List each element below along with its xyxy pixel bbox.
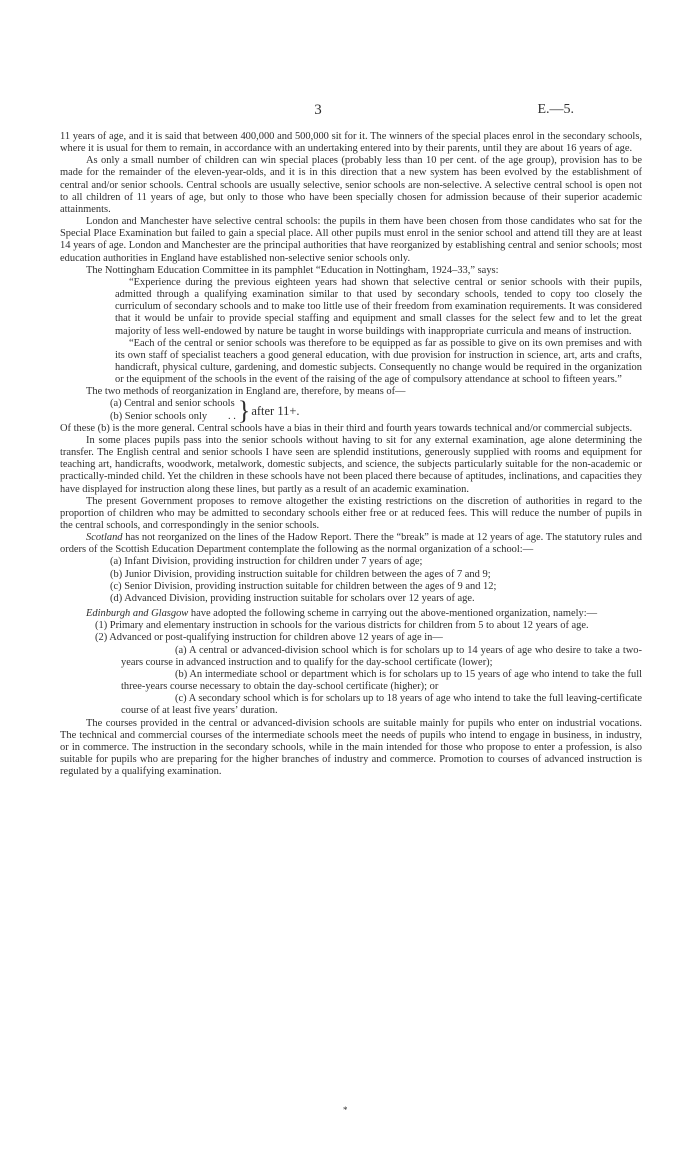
quote-paragraph: “Experience during the previous eighteen years had shown that selective central or senior schools with their pupils, admitted through a qualifying examination similar to that used by secondary schools, tended to copy too closely the curriculum of secondary schools and to make too little use of their freedom from examination requirements. It was considered that it would be unfair to provide special staffing and equipment and small classes for the select few and to let the great majority of less well-endowed by nature be taught in worse buildings with inappropriate curricula and means of instruction. xyxy=(115,276,642,337)
emphasis: Edinburgh and Glasgow xyxy=(86,608,189,620)
paragraph: Of these (b) is the more general. Central schools have a bias in their third and fourth years towards technical and/or commercial subjects. xyxy=(60,422,633,434)
block-quote xyxy=(60,277,642,386)
list-item: (b) Junior Division, providing instruction suitable for children between the ages of 7 and 9; xyxy=(110,568,491,580)
paragraph: The Nottingham Education Committee in its pamphlet “Education in Nottingham, 1924–33,” says: xyxy=(86,264,499,276)
method-item: (a) Central and senior schools xyxy=(110,398,235,410)
methods-list xyxy=(60,395,642,425)
division-list xyxy=(60,556,642,605)
paragraph: Scotland has not reorganized on the lines of the Hadow Report. There the “break” is made at 12 years of age. The statutory rules and orders of the Scottish Education Department contemplate the following as the normal organization of a school:— xyxy=(60,532,642,556)
paragraph: As only a small number of children can win special places (probably less than 10 per cent. of the age group), provision has to be made for the remainder of the eleven-year-olds, and it is in this direction that a new system has been evolved by the establishment of central and/or senior schools. Central schools are usually selective, senior schools are non-selective. A selective central school is open not to all children of 11 years of age, but only to those who have been specially chosen for admission because of their superior academic attainments. xyxy=(60,155,642,215)
scheme-list xyxy=(60,620,642,717)
document-reference: E.—5. xyxy=(537,102,574,117)
paragraph: The courses provided in the central or advanced-division schools are suitable mainly for pupils who enter on industrial vocations. The technical and commercial courses of the intermediate schools meet the needs of pupils who intend to engage in business, in industry, or in commerce. The instruction in the secondary schools, while in the main intended for those who propose to enter a profession, is also suitable for pupils who are preparing for the higher branches of industry and commerce. Promotion to courses of advanced instruction is regulated by a qualifying examination. xyxy=(60,717,642,778)
brace: } xyxy=(237,395,251,425)
sub-list-item: (c) A secondary school which is for scholars up to 18 years of age who intend to take the full leaving-certificate course of at least five years’ duration. xyxy=(121,693,642,717)
list-item: (d) Advanced Division, providing instruction suitable for scholars over 12 years of age. xyxy=(110,592,475,604)
paragraph: Edinburgh and Glasgow have adopted the following scheme in carrying out the above-mentioned organization, namely:— xyxy=(86,608,598,620)
method-item: (b) Senior schools only . . xyxy=(110,410,236,422)
footer-mark: * xyxy=(343,1105,348,1115)
paragraph: The two methods of reorganization in England are, therefore, by means of— xyxy=(86,386,406,398)
quote-paragraph: “Each of the central or senior schools was therefore to be equipped as far as possible to give on its own premises and with its own staff of specialist teachers a good general education, with due provision for instruction in science, art, arts and crafts, handicraft, physical culture, gardening, and domestic subjects. Consequently no change would be required in the organization or the equipment of the schools in the event of the raising of the age of compulsory attendance at school to fifteen years.” xyxy=(115,337,642,386)
document-body xyxy=(60,131,642,778)
paragraph: 11 years of age, and it is said that between 400,000 and 500,000 sit for it. The winners of the special places enrol in the secondary schools, where it is usual for them to remain, in accordance with an undertaking entered into by their parents, until they are about 16 years of age. xyxy=(60,131,642,155)
list-item: (2) Advanced or post-qualifying instruction for children above 12 years of age in— xyxy=(95,632,443,644)
list-item: (a) Infant Division, providing instruction for children under 7 years of age; xyxy=(110,556,423,568)
paragraph: In some places pupils pass into the senior schools without having to sit for any external examination, age alone determining the transfer. The English central and senior schools I have seen are splendid institutions, generously supplied with rooms and equipment for teaching art, handicrafts, woodwork, metalwork, domestic subjects, and science, the subjects particularly suitable for the non-academic or practically-minded child. Yet the children in these schools have not been placed there because of aptitudes, inclinations, and capacities they have displayed for instruction along these lines, but partly as a result of an academic examination. xyxy=(60,434,642,495)
brace-label: after 11+. xyxy=(251,403,300,418)
list-item: (c) Senior Division, providing instruction suitable for children between the ages of 9 and 12; xyxy=(110,580,497,592)
sub-list-item: (b) An intermediate school or department which is for scholars up to 15 years of age who intend to take the full three-years course necessary to obtain the day-school certificate (higher); or xyxy=(121,668,642,693)
sub-list-item: (a) A central or advanced-division school which is for scholars up to 14 years of age who desire to take a two-years course in advanced instruction and to qualify for the day-school certificate (lower); xyxy=(121,644,642,668)
paragraph: London and Manchester have selective central schools: the pupils in them have been chosen from those candidates who sat for the Special Place Examination but failed to gain a special place. All other pupils must enrol in the senior school and attend till they are at least 14 years of age. London and Manchester are the principal authorities that have reorganized by establishing central and senior schools; most education authorities in England have established non-selective senior schools only. xyxy=(60,216,642,264)
paragraph: The present Government proposes to remove altogether the existing restrictions on the discretion of authorities in regard to the proportion of children who may be admitted to secondary schools either free or at reduced fees. This will reduce the number of pupils in the central schools, and correspondingly in the senior schools. xyxy=(60,495,642,531)
emphasis: Scotland xyxy=(86,532,123,544)
page-number: 3 xyxy=(314,102,322,118)
list-item: (1) Primary and elementary instruction in schools for the various districts for children from 5 to about 12 years of age. xyxy=(95,620,589,632)
page-header xyxy=(0,102,700,120)
